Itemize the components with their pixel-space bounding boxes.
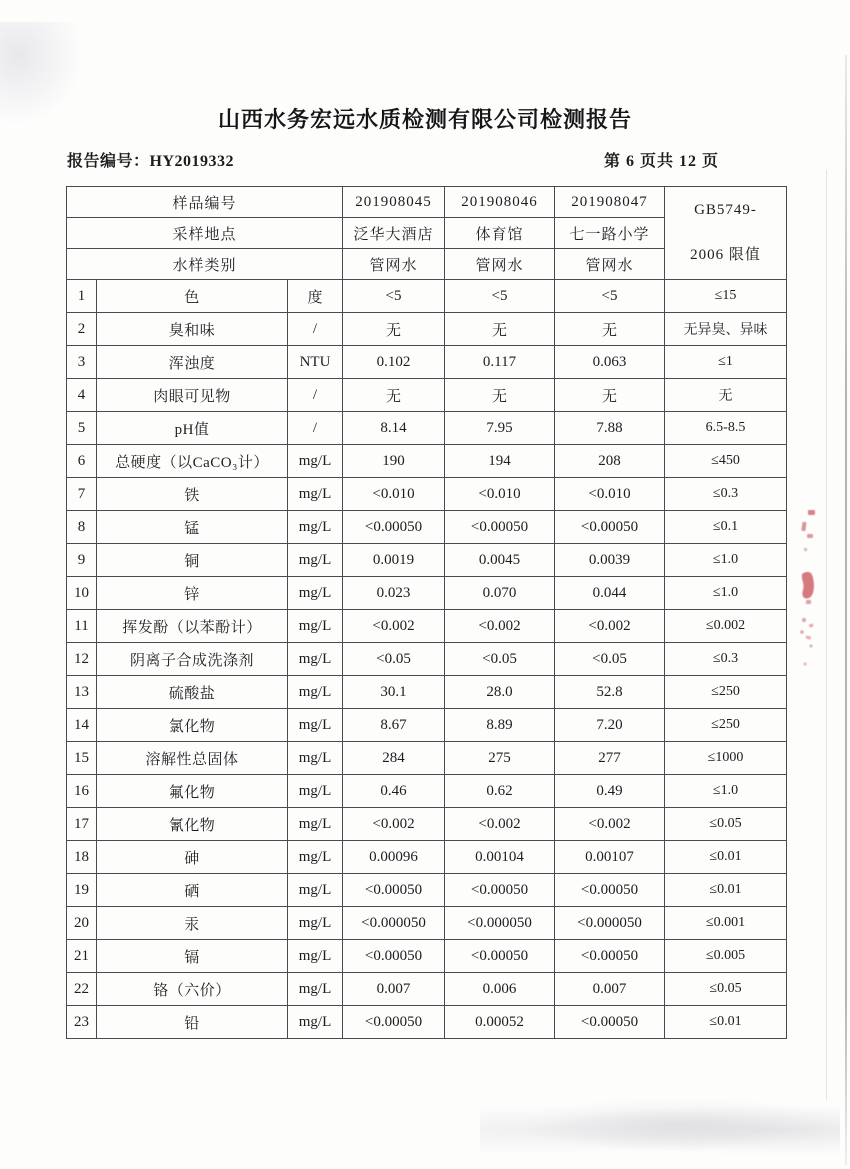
table-row bbox=[67, 907, 787, 940]
scan-edge-line-faint bbox=[826, 170, 827, 1100]
param-unit: mg/L bbox=[288, 1006, 343, 1039]
value-sample-1: <0.000050 bbox=[343, 907, 445, 940]
header-label-sample-no: 样品编号 bbox=[67, 187, 343, 218]
table-row bbox=[67, 1006, 787, 1039]
value-sample-3: <0.05 bbox=[555, 643, 665, 676]
value-sample-2: <0.002 bbox=[445, 610, 555, 643]
row-number: 13 bbox=[67, 676, 97, 709]
value-sample-1: <0.00050 bbox=[343, 1006, 445, 1039]
param-unit: NTU bbox=[288, 346, 343, 379]
table-row bbox=[67, 346, 787, 379]
param-unit: mg/L bbox=[288, 511, 343, 544]
param-unit: 度 bbox=[288, 280, 343, 313]
value-sample-3: 277 bbox=[555, 742, 665, 775]
table-row bbox=[67, 313, 787, 346]
value-sample-3: 0.00107 bbox=[555, 841, 665, 874]
table-row bbox=[67, 577, 787, 610]
param-unit: / bbox=[288, 412, 343, 445]
value-sample-1: <0.010 bbox=[343, 478, 445, 511]
value-sample-1: 0.102 bbox=[343, 346, 445, 379]
value-sample-1: 8.67 bbox=[343, 709, 445, 742]
value-sample-3: <0.002 bbox=[555, 610, 665, 643]
value-sample-2: 0.0045 bbox=[445, 544, 555, 577]
table-row bbox=[67, 544, 787, 577]
row-number: 2 bbox=[67, 313, 97, 346]
meta-row bbox=[0, 148, 850, 172]
limit-value: ≤0.002 bbox=[665, 610, 787, 643]
row-number: 11 bbox=[67, 610, 97, 643]
value-sample-2: 无 bbox=[445, 379, 555, 412]
limit-value: ≤1 bbox=[665, 346, 787, 379]
limit-value: ≤0.05 bbox=[665, 973, 787, 1006]
param-unit: mg/L bbox=[288, 874, 343, 907]
value-sample-3: <0.010 bbox=[555, 478, 665, 511]
value-sample-1: 0.0019 bbox=[343, 544, 445, 577]
value-sample-2: <0.000050 bbox=[445, 907, 555, 940]
value-sample-3: 无 bbox=[555, 379, 665, 412]
param-name: 铅 bbox=[97, 1006, 288, 1039]
value-sample-2: 275 bbox=[445, 742, 555, 775]
page-title: 山西水务宏远水质检测有限公司检测报告 bbox=[217, 107, 632, 132]
location-2: 体育馆 bbox=[445, 218, 555, 249]
param-unit: mg/L bbox=[288, 742, 343, 775]
page-indicator: 第 6 页共 12 页 bbox=[603, 153, 719, 170]
sample-no-3: 201908047 bbox=[555, 187, 665, 218]
param-unit: mg/L bbox=[288, 907, 343, 940]
value-sample-2: <0.00050 bbox=[445, 511, 555, 544]
param-unit: mg/L bbox=[288, 445, 343, 478]
table-row bbox=[67, 280, 787, 313]
table-row bbox=[67, 478, 787, 511]
param-unit: / bbox=[288, 379, 343, 412]
table-row bbox=[67, 643, 787, 676]
row-number: 18 bbox=[67, 841, 97, 874]
param-name: 氯化物 bbox=[97, 709, 288, 742]
table-row bbox=[67, 940, 787, 973]
param-name: 锌 bbox=[97, 577, 288, 610]
row-number: 15 bbox=[67, 742, 97, 775]
row-number: 21 bbox=[67, 940, 97, 973]
table-row bbox=[67, 412, 787, 445]
param-name: 挥发酚（以苯酚计） bbox=[97, 610, 288, 643]
row-number: 23 bbox=[67, 1006, 97, 1039]
limit-value: ≤250 bbox=[665, 709, 787, 742]
header-label-location: 采样地点 bbox=[67, 218, 343, 249]
value-sample-3: <0.00050 bbox=[555, 511, 665, 544]
limit-value: ≤0.3 bbox=[665, 643, 787, 676]
param-unit: mg/L bbox=[288, 478, 343, 511]
param-name: 总硬度（以CaCO₃计） bbox=[97, 445, 288, 478]
header-row-sample-no bbox=[67, 187, 787, 218]
limit-value: ≤0.01 bbox=[665, 841, 787, 874]
row-number: 5 bbox=[67, 412, 97, 445]
row-number: 7 bbox=[67, 478, 97, 511]
limit-value: ≤0.001 bbox=[665, 907, 787, 940]
table-row bbox=[67, 511, 787, 544]
value-sample-1: 284 bbox=[343, 742, 445, 775]
value-sample-3: 0.49 bbox=[555, 775, 665, 808]
param-unit: mg/L bbox=[288, 610, 343, 643]
param-name: 锰 bbox=[97, 511, 288, 544]
value-sample-1: 0.46 bbox=[343, 775, 445, 808]
value-sample-1: 30.1 bbox=[343, 676, 445, 709]
limit-value: ≤0.01 bbox=[665, 874, 787, 907]
param-unit: mg/L bbox=[288, 709, 343, 742]
value-sample-2: 0.00104 bbox=[445, 841, 555, 874]
value-sample-1: <0.00050 bbox=[343, 511, 445, 544]
value-sample-3: 208 bbox=[555, 445, 665, 478]
row-number: 14 bbox=[67, 709, 97, 742]
table-row bbox=[67, 379, 787, 412]
row-number: 20 bbox=[67, 907, 97, 940]
results-table bbox=[66, 186, 787, 1039]
sample-no-2: 201908046 bbox=[445, 187, 555, 218]
limit-value: ≤0.01 bbox=[665, 1006, 787, 1039]
value-sample-2: <0.00050 bbox=[445, 940, 555, 973]
location-3: 七一路小学 bbox=[555, 218, 665, 249]
scan-smudge-bottom bbox=[480, 1100, 840, 1160]
limit-value: ≤15 bbox=[665, 280, 787, 313]
value-sample-2: 无 bbox=[445, 313, 555, 346]
table-row bbox=[67, 610, 787, 643]
row-number: 19 bbox=[67, 874, 97, 907]
param-name: 浑浊度 bbox=[97, 346, 288, 379]
sample-no-1: 201908045 bbox=[343, 187, 445, 218]
value-sample-3: <5 bbox=[555, 280, 665, 313]
limit-standard-line1: GB5749- bbox=[694, 202, 757, 218]
table-row bbox=[67, 742, 787, 775]
param-unit: mg/L bbox=[288, 676, 343, 709]
value-sample-2: <0.010 bbox=[445, 478, 555, 511]
param-name: pH值 bbox=[97, 412, 288, 445]
value-sample-2: 194 bbox=[445, 445, 555, 478]
limit-value: ≤250 bbox=[665, 676, 787, 709]
value-sample-1: 0.007 bbox=[343, 973, 445, 1006]
row-number: 16 bbox=[67, 775, 97, 808]
value-sample-3: 无 bbox=[555, 313, 665, 346]
value-sample-1: 0.00096 bbox=[343, 841, 445, 874]
table-row bbox=[67, 973, 787, 1006]
value-sample-3: <0.00050 bbox=[555, 940, 665, 973]
table-row bbox=[67, 808, 787, 841]
param-name: 汞 bbox=[97, 907, 288, 940]
row-number: 4 bbox=[67, 379, 97, 412]
value-sample-1: 0.023 bbox=[343, 577, 445, 610]
limit-value: ≤0.1 bbox=[665, 511, 787, 544]
param-name: 臭和味 bbox=[97, 313, 288, 346]
value-sample-3: 0.007 bbox=[555, 973, 665, 1006]
limit-value: ≤0.3 bbox=[665, 478, 787, 511]
param-name: 肉眼可见物 bbox=[97, 379, 288, 412]
value-sample-2: <5 bbox=[445, 280, 555, 313]
value-sample-1: <5 bbox=[343, 280, 445, 313]
value-sample-1: 无 bbox=[343, 313, 445, 346]
table-row bbox=[67, 445, 787, 478]
param-name: 氟化物 bbox=[97, 775, 288, 808]
value-sample-1: <0.002 bbox=[343, 610, 445, 643]
row-number: 22 bbox=[67, 973, 97, 1006]
value-sample-2: 0.00052 bbox=[445, 1006, 555, 1039]
param-unit: mg/L bbox=[288, 643, 343, 676]
limit-value: ≤1.0 bbox=[665, 775, 787, 808]
scan-edge-line bbox=[845, 55, 847, 1165]
param-name: 氰化物 bbox=[97, 808, 288, 841]
value-sample-3: <0.000050 bbox=[555, 907, 665, 940]
param-name: 硒 bbox=[97, 874, 288, 907]
limit-value: 无异臭、异味 bbox=[665, 313, 787, 346]
value-sample-1: <0.05 bbox=[343, 643, 445, 676]
limit-value: ≤450 bbox=[665, 445, 787, 478]
sample-type-1: 管网水 bbox=[343, 249, 445, 280]
table-row bbox=[67, 775, 787, 808]
table-row bbox=[67, 676, 787, 709]
param-unit: mg/L bbox=[288, 808, 343, 841]
table-row bbox=[67, 841, 787, 874]
param-name: 铜 bbox=[97, 544, 288, 577]
location-1: 泛华大酒店 bbox=[343, 218, 445, 249]
value-sample-1: 190 bbox=[343, 445, 445, 478]
value-sample-3: <0.00050 bbox=[555, 1006, 665, 1039]
limit-standard-line2: 2006 限值 bbox=[690, 247, 761, 263]
value-sample-1: 无 bbox=[343, 379, 445, 412]
param-name: 硫酸盐 bbox=[97, 676, 288, 709]
value-sample-2: 0.070 bbox=[445, 577, 555, 610]
param-unit: mg/L bbox=[288, 775, 343, 808]
value-sample-2: 0.006 bbox=[445, 973, 555, 1006]
value-sample-2: <0.002 bbox=[445, 808, 555, 841]
value-sample-2: 7.95 bbox=[445, 412, 555, 445]
value-sample-3: 0.063 bbox=[555, 346, 665, 379]
param-name: 铁 bbox=[97, 478, 288, 511]
limit-value: 无 bbox=[665, 379, 787, 412]
report-number: 报告编号：HY2019332 bbox=[67, 153, 235, 170]
row-number: 12 bbox=[67, 643, 97, 676]
row-number: 3 bbox=[67, 346, 97, 379]
limit-value: ≤0.005 bbox=[665, 940, 787, 973]
row-number: 8 bbox=[67, 511, 97, 544]
table-row bbox=[67, 874, 787, 907]
row-number: 9 bbox=[67, 544, 97, 577]
value-sample-1: <0.00050 bbox=[343, 940, 445, 973]
row-number: 6 bbox=[67, 445, 97, 478]
param-name: 阴离子合成洗涤剂 bbox=[97, 643, 288, 676]
param-name: 溶解性总固体 bbox=[97, 742, 288, 775]
param-name: 铬（六价） bbox=[97, 973, 288, 1006]
value-sample-3: 52.8 bbox=[555, 676, 665, 709]
value-sample-2: <0.05 bbox=[445, 643, 555, 676]
row-number: 1 bbox=[67, 280, 97, 313]
table-row bbox=[67, 709, 787, 742]
param-name: 砷 bbox=[97, 841, 288, 874]
param-unit: / bbox=[288, 313, 343, 346]
value-sample-2: <0.00050 bbox=[445, 874, 555, 907]
sample-type-2: 管网水 bbox=[445, 249, 555, 280]
value-sample-1: 8.14 bbox=[343, 412, 445, 445]
param-unit: mg/L bbox=[288, 973, 343, 1006]
value-sample-3: 7.88 bbox=[555, 412, 665, 445]
value-sample-1: <0.002 bbox=[343, 808, 445, 841]
value-sample-3: 0.044 bbox=[555, 577, 665, 610]
value-sample-2: 0.62 bbox=[445, 775, 555, 808]
param-unit: mg/L bbox=[288, 544, 343, 577]
row-number: 10 bbox=[67, 577, 97, 610]
limit-value: 6.5-8.5 bbox=[665, 412, 787, 445]
row-number: 17 bbox=[67, 808, 97, 841]
value-sample-2: 28.0 bbox=[445, 676, 555, 709]
value-sample-3: 7.20 bbox=[555, 709, 665, 742]
results-tbody bbox=[67, 280, 787, 1039]
value-sample-3: 0.0039 bbox=[555, 544, 665, 577]
limit-value: ≤0.05 bbox=[665, 808, 787, 841]
value-sample-2: 8.89 bbox=[445, 709, 555, 742]
param-unit: mg/L bbox=[288, 577, 343, 610]
value-sample-1: <0.00050 bbox=[343, 874, 445, 907]
param-unit: mg/L bbox=[288, 940, 343, 973]
limit-column-header bbox=[665, 187, 787, 280]
param-name: 镉 bbox=[97, 940, 288, 973]
value-sample-3: <0.002 bbox=[555, 808, 665, 841]
red-stamp-fragment bbox=[792, 508, 822, 673]
header-label-sample-type: 水样类别 bbox=[67, 249, 343, 280]
limit-value: ≤1.0 bbox=[665, 544, 787, 577]
limit-value: ≤1000 bbox=[665, 742, 787, 775]
value-sample-3: <0.00050 bbox=[555, 874, 665, 907]
param-unit: mg/L bbox=[288, 841, 343, 874]
value-sample-2: 0.117 bbox=[445, 346, 555, 379]
sample-type-3: 管网水 bbox=[555, 249, 665, 280]
limit-value: ≤1.0 bbox=[665, 577, 787, 610]
param-name: 色 bbox=[97, 280, 288, 313]
